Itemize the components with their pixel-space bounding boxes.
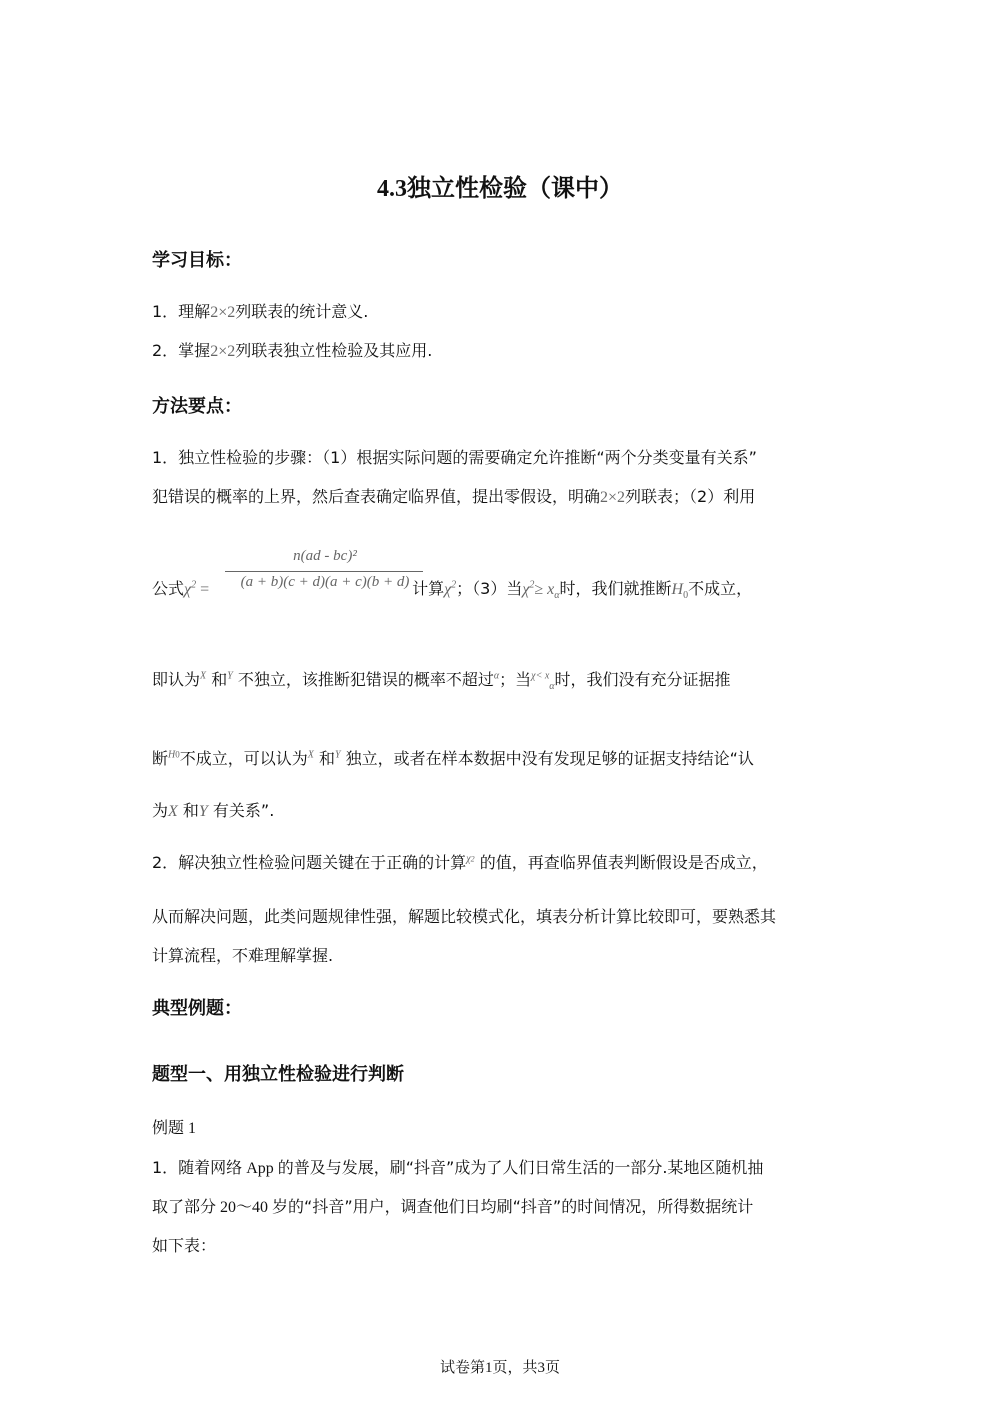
formula-denominator: (a + b)(c + d)(a + c)(b + d) [240,574,410,590]
type1-heading: 题型一、用独立性检验进行判断 [152,1064,404,1085]
method-p2-line1: 2．解决独立性检验问题关键在于正确的计算$^{\chi 2}$ 的值，再查临界值表判断假设是否成立， [152,853,768,872]
method-p1-line5: 断$^{H0}$不成立，可以认为$^X$ 和$^Y$ 独立，或者在样本数据中没有发现足够的证据支持结论“认 [152,749,754,768]
goal-1: 1．理解2×2列联表的统计意义. [152,302,369,321]
method-p1-line1: 1．独立性检验的步骤：（1）根据实际问题的需要确定允许推断“两个分类变量有关系” [152,448,757,467]
method-p1-line2: 犯错误的概率的上界，然后查表确定临界值，提出零假设，明确2×2列联表；（2）利用 [152,487,756,506]
example-q-line3: 如下表： [152,1236,217,1255]
method-heading: 方法要点： [152,396,242,417]
examples-heading: 典型例题： [152,998,242,1019]
page-footer: 试卷第1页，共3页 [439,1358,561,1376]
fraction-bar [225,571,423,572]
method-p1-line4: 即认为$^X$ 和$^Y$ 不独立，该推断犯错误的概率不超过$^\alpha$；当$^{\chi< x}_\alpha$时，我们没有充分证据推 [152,670,731,693]
method-p1-line6: 为X 和Y 有关系”. [152,801,275,820]
example-label: 例题 1 [152,1118,197,1137]
example-q-line2: 取了部分 20～40 岁的“抖音”用户，调查他们日均刷“抖音”的时间情况，所得数据统计 [152,1197,754,1216]
formula-numerator: n(ad - bc)² [293,548,357,564]
goal-2: 2．掌握2×2列联表独立性检验及其应用. [152,341,433,360]
learning-goals-heading: 学习目标： [152,250,242,271]
example-q-line1: 1．随着网络 App 的普及与发展，刷“抖音”成为了人们日常生活的一部分.某地区随机抽 [152,1158,764,1177]
page-title: 4.3独立性检验（课中） [377,174,623,202]
method-p1-line3: 公式$\chi^2$ = 计算$\chi^2$；（3）当$\chi^2\ge x_\alpha$时，我们就推断$H_0$不成立， [152,579,753,602]
method-p2-line3: 计算流程，不难理解掌握. [152,946,334,965]
method-p2-line2: 从而解决问题，此类问题规律性强，解题比较模式化，填表分析计算比较即可，要熟悉其 [152,907,777,926]
